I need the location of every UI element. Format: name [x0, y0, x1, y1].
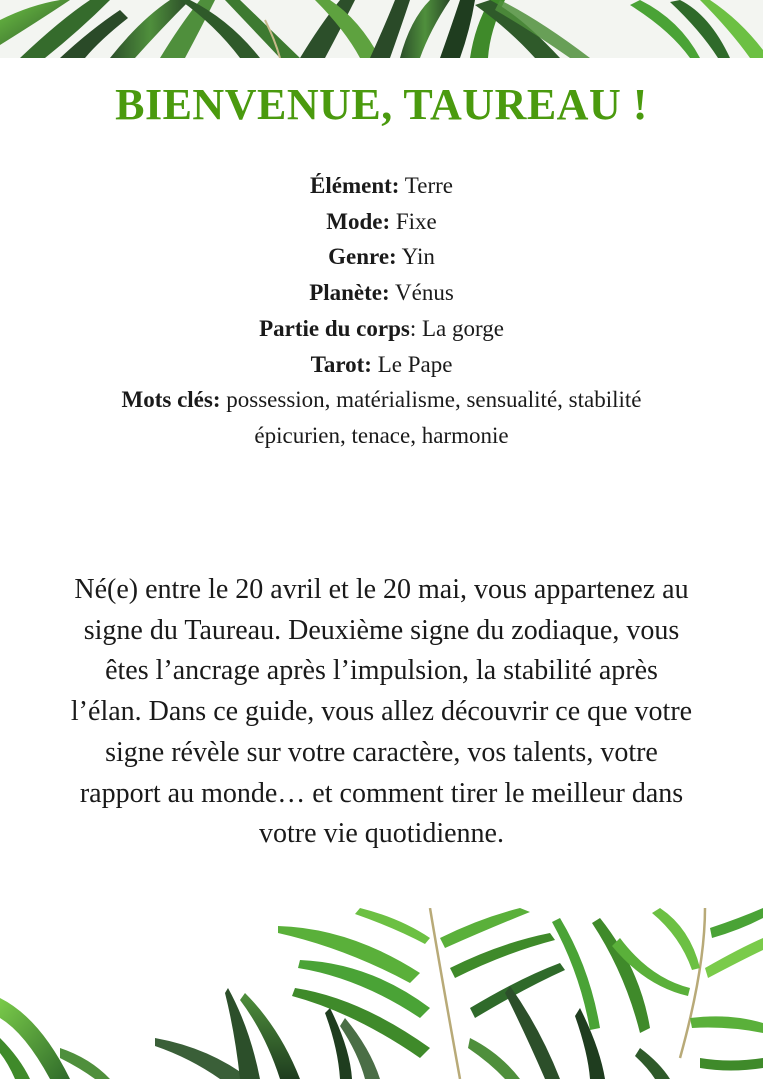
- fact-label: Mots clés:: [121, 387, 221, 413]
- fact-mots-cles: [0, 382, 763, 453]
- sign-facts-list: [0, 168, 763, 454]
- palm-leaves-icon: [0, 908, 763, 1079]
- fact-label: Tarot:: [310, 351, 372, 377]
- page-title: BIENVENUE, TAUREAU !: [115, 80, 648, 129]
- fact-value: Le Pape: [371, 351, 453, 377]
- top-leaf-banner: [0, 0, 763, 58]
- palm-leaves-icon: [0, 0, 763, 58]
- fact-mode: [0, 204, 763, 240]
- intro-paragraph: Né(e) entre le 20 avril et le 20 mai, vous appartenez au signe du Taureau. Deuxième signe du zodiaque, vous êtes l’ancrage après l’impulsion, la stabilité après l’élan. Dans ce guide, vous allez découvrir ce que votre signe révèle sur votre caractère, vos talents, votre rapport au monde… et comment tirer le meilleur dans votre vie quotidienne.: [70, 574, 693, 850]
- fact-value: : La gorge: [409, 315, 504, 341]
- fact-label: Mode:: [326, 208, 391, 234]
- fact-label: Élément:: [310, 173, 400, 198]
- fact-value: possession, matérialisme, sensualité, stabilité: [220, 387, 642, 413]
- fact-partie-du-corps: [0, 311, 763, 347]
- fact-tarot: [0, 347, 763, 383]
- fact-element: [0, 168, 763, 204]
- fact-label: Planète:: [309, 280, 390, 306]
- fact-value: Terre: [399, 173, 453, 198]
- bottom-leaf-banner: [0, 908, 763, 1079]
- fact-value: Vénus: [389, 280, 454, 306]
- fact-value-continued: épicurien, tenace, harmonie: [254, 422, 509, 448]
- fact-planete: [0, 275, 763, 311]
- fact-genre: [0, 239, 763, 275]
- fact-value: Yin: [396, 244, 435, 270]
- fact-label: Partie du corps: [259, 315, 410, 341]
- fact-value: Fixe: [390, 208, 437, 234]
- fact-label: Genre:: [328, 244, 397, 270]
